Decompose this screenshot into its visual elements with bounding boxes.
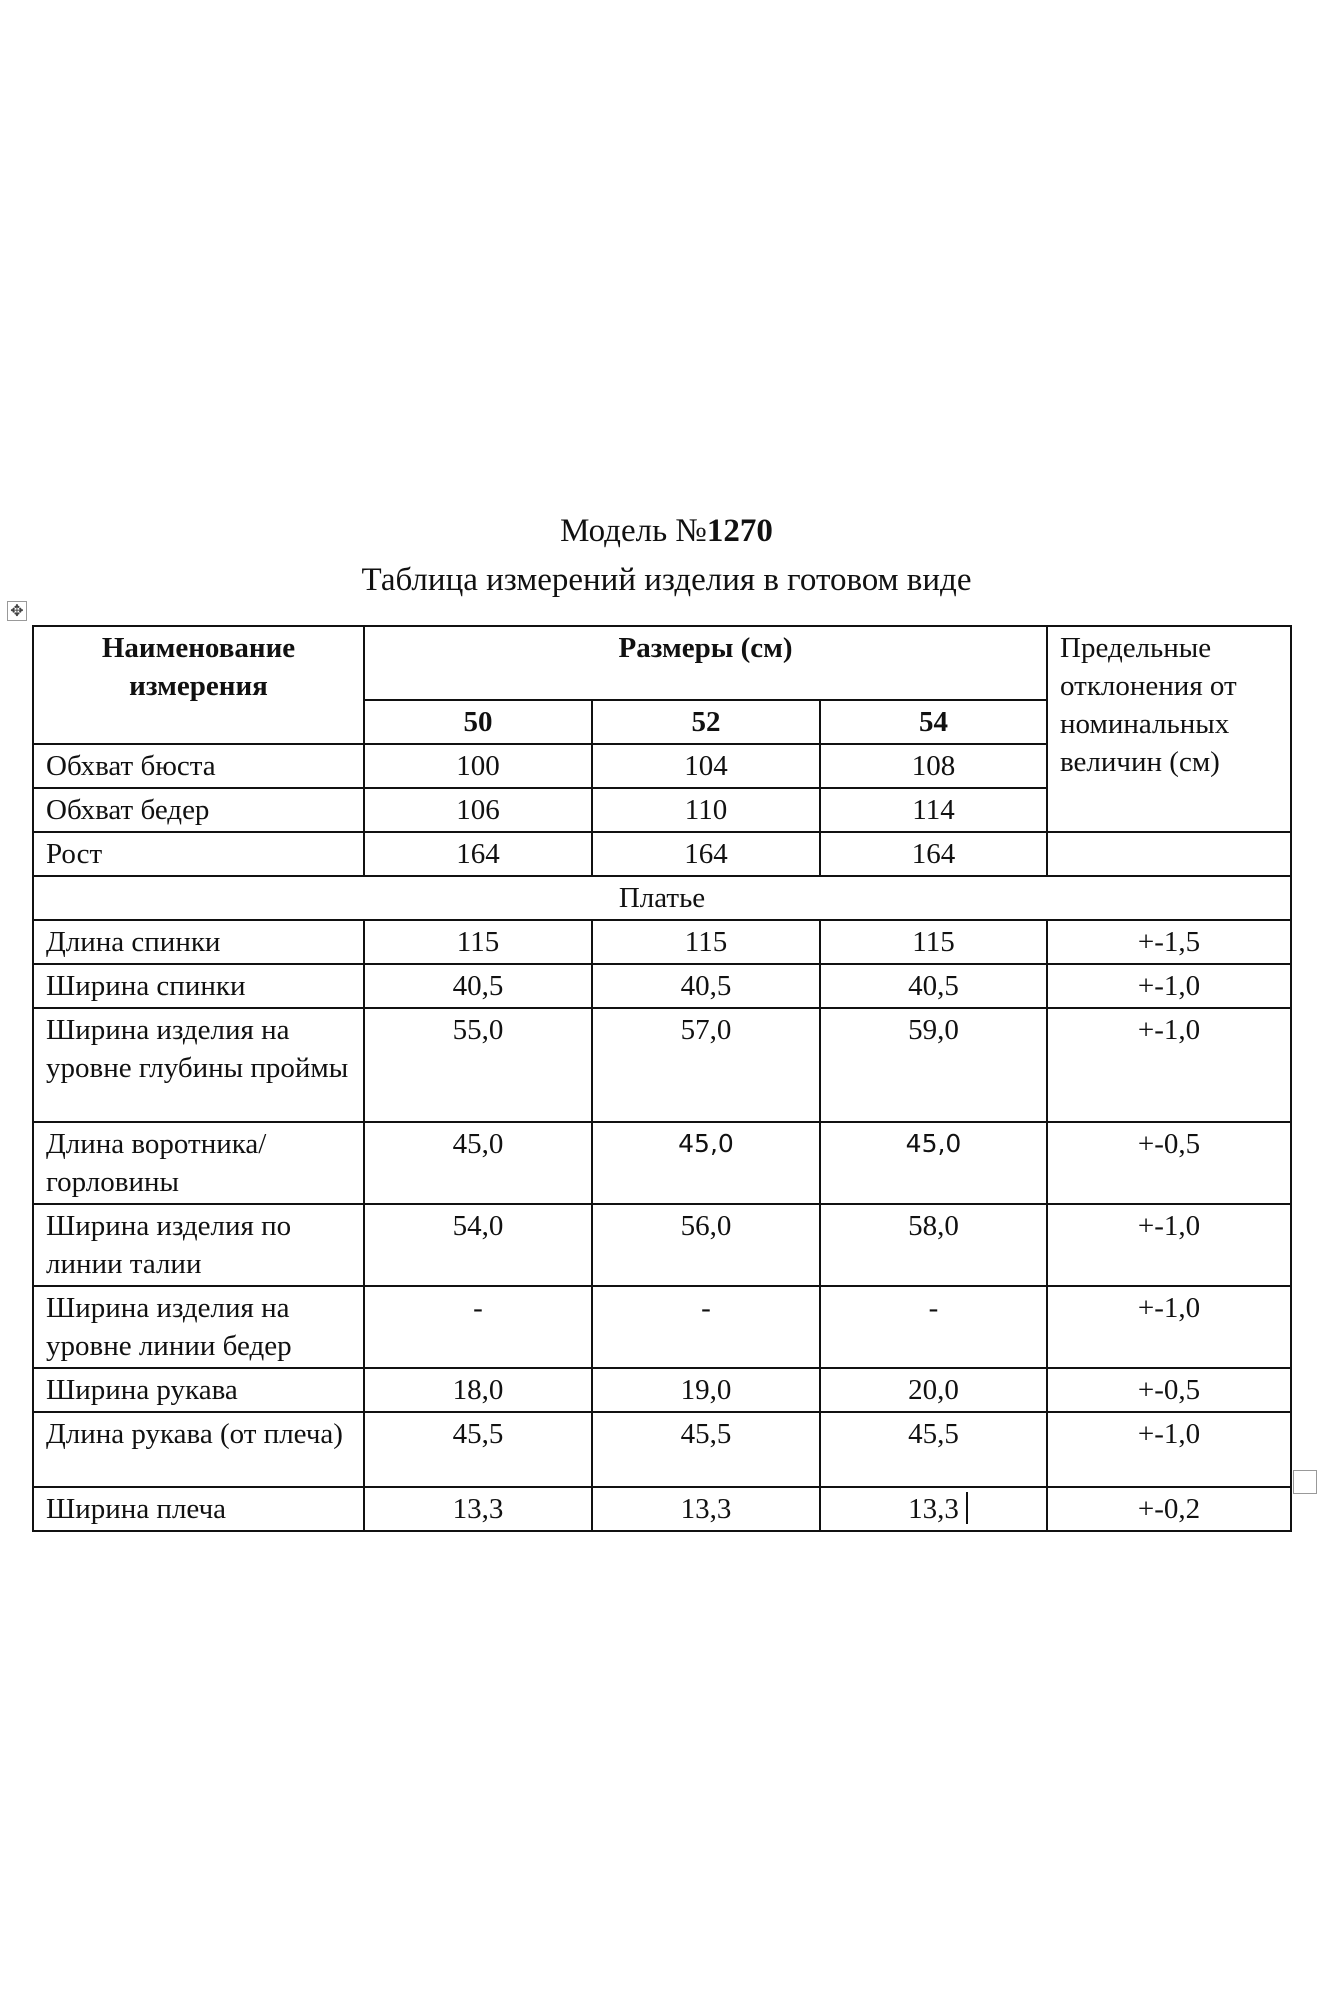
row-value: 115 xyxy=(820,920,1047,964)
table-move-handle-icon[interactable]: ✥ xyxy=(7,601,27,621)
row-value: 108 xyxy=(820,744,1047,788)
empty-cell xyxy=(1047,832,1291,876)
header-deviation: Предельные отклонения от номинальных величин (см) xyxy=(1047,626,1291,832)
row-value: 45,5 xyxy=(364,1412,592,1487)
table-row xyxy=(33,1122,1291,1204)
row-value: 45,0 xyxy=(592,1122,820,1204)
table-row xyxy=(33,1487,1291,1531)
row-value: 164 xyxy=(592,832,820,876)
row-value: 115 xyxy=(364,920,592,964)
row-value: 59,0 xyxy=(820,1008,1047,1122)
section-row xyxy=(33,876,1291,920)
table-row xyxy=(33,1204,1291,1286)
header-sizes: Размеры (см) xyxy=(364,626,1047,700)
model-prefix: Модель № xyxy=(560,513,707,549)
row-name: Ширина спинки xyxy=(33,964,364,1008)
row-value: 45,5 xyxy=(592,1412,820,1487)
model-number: 1270 xyxy=(706,513,773,549)
row-value: 19,0 xyxy=(592,1368,820,1412)
table-row xyxy=(33,964,1291,1008)
row-value: 20,0 xyxy=(820,1368,1047,1412)
row-tolerance: +-0,5 xyxy=(1047,1368,1291,1412)
row-name: Ширина рукава xyxy=(33,1368,364,1412)
row-value: 54,0 xyxy=(364,1204,592,1286)
row-value: 104 xyxy=(592,744,820,788)
row-value: - xyxy=(820,1286,1047,1368)
row-value: 110 xyxy=(592,788,820,832)
row-value: 100 xyxy=(364,744,592,788)
row-tolerance: +-1,0 xyxy=(1047,1008,1291,1122)
size-52: 52 xyxy=(592,700,820,744)
row-value xyxy=(820,1487,1047,1531)
table-row xyxy=(33,1286,1291,1368)
row-value: 164 xyxy=(820,832,1047,876)
row-value: 114 xyxy=(820,788,1047,832)
row-name: Ширина изделия на уровне линии бедер xyxy=(33,1286,364,1368)
row-name: Длина рукава (от плеча) xyxy=(33,1412,364,1487)
row-name: Обхват бедер xyxy=(33,788,364,832)
row-tolerance: +-1,0 xyxy=(1047,1286,1291,1368)
row-tolerance: +-0,5 xyxy=(1047,1122,1291,1204)
row-tolerance: +-1,0 xyxy=(1047,1412,1291,1487)
table-row xyxy=(33,1412,1291,1487)
table-row xyxy=(33,920,1291,964)
measurements-table xyxy=(32,625,1292,1532)
row-value: 106 xyxy=(364,788,592,832)
header-measurement-name: Наименование измерения xyxy=(33,626,364,744)
row-value: 45,0 xyxy=(820,1122,1047,1204)
row-value-text: 13,3 xyxy=(908,1493,959,1525)
table-row xyxy=(33,1008,1291,1122)
row-value: 115 xyxy=(592,920,820,964)
row-value: 55,0 xyxy=(364,1008,592,1122)
row-value: 56,0 xyxy=(592,1204,820,1286)
row-value: 18,0 xyxy=(364,1368,592,1412)
row-name: Длина воротника/горловины xyxy=(33,1122,364,1204)
row-tolerance: +-1,0 xyxy=(1047,964,1291,1008)
row-value: 164 xyxy=(364,832,592,876)
row-value: - xyxy=(592,1286,820,1368)
model-title xyxy=(0,511,1333,551)
table-header-row xyxy=(33,626,1291,700)
row-name: Обхват бюста xyxy=(33,744,364,788)
row-value: 13,3 xyxy=(364,1487,592,1531)
row-value: 58,0 xyxy=(820,1204,1047,1286)
row-value: - xyxy=(364,1286,592,1368)
size-50: 50 xyxy=(364,700,592,744)
row-value: 40,5 xyxy=(820,964,1047,1008)
row-tolerance: +-0,2 xyxy=(1047,1487,1291,1531)
section-label: Платье xyxy=(33,876,1291,920)
table-row xyxy=(33,1368,1291,1412)
row-name: Ширина изделия на уровне глубины проймы xyxy=(33,1008,364,1122)
row-name: Рост xyxy=(33,832,364,876)
row-tolerance: +-1,5 xyxy=(1047,920,1291,964)
row-name: Ширина изделия по линии талии xyxy=(33,1204,364,1286)
row-name: Ширина плеча xyxy=(33,1487,364,1531)
row-value: 40,5 xyxy=(592,964,820,1008)
row-value: 40,5 xyxy=(364,964,592,1008)
row-value: 45,0 xyxy=(364,1122,592,1204)
row-value: 57,0 xyxy=(592,1008,820,1122)
row-name: Длина спинки xyxy=(33,920,364,964)
table-resize-handle-icon[interactable] xyxy=(1293,1470,1317,1494)
row-tolerance: +-1,0 xyxy=(1047,1204,1291,1286)
size-54: 54 xyxy=(820,700,1047,744)
row-value: 45,5 xyxy=(820,1412,1047,1487)
row-value: 13,3 xyxy=(592,1487,820,1531)
cell-split-line xyxy=(966,1492,968,1524)
table-subtitle: Таблица измерений изделия в готовом виде xyxy=(361,562,972,598)
table-row xyxy=(33,832,1291,876)
